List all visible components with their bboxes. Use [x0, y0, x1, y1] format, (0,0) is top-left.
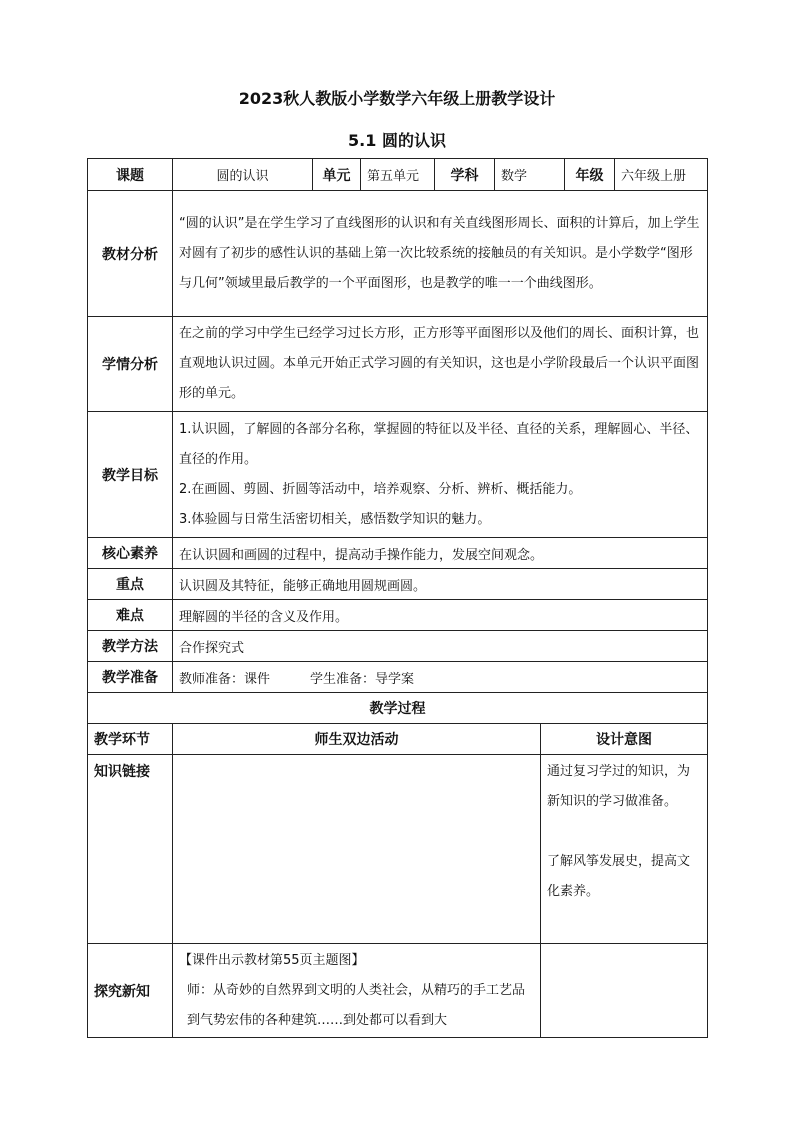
- knowledge-link-activity: [173, 755, 541, 944]
- grade-value: 六年级上册: [615, 159, 708, 191]
- key-point-label: 重点: [88, 569, 173, 600]
- activity-column-header: 师生双边活动: [173, 724, 541, 755]
- stage-column-header: 教学环节: [88, 724, 173, 755]
- core-literacy-text: 在认识圆和画圆的过程中，提高动手操作能力，发展空间观念。: [173, 538, 708, 569]
- student-prep: 学生准备：导学案: [310, 671, 415, 687]
- textbook-analysis-text: “圆的认识”是在学生学习了直线图形的认识和有关直线图形周长、面积的计算后，加上学生对圆有了初步的感性认识的基础上第一次比较系统的接触员的有关知识。是小学数学“图形与几何”领域里最后教学的一个平面图形，也是教学的唯一一个曲线图形。: [173, 191, 708, 317]
- teaching-prep-label: 教学准备: [88, 662, 173, 693]
- explore-line-1: 【课件出示教材第55页主题图】: [179, 953, 365, 968]
- topic-label: 课题: [88, 159, 173, 191]
- difficult-point-label: 难点: [88, 600, 173, 631]
- lesson-title: 5.1 圆的认识: [348, 131, 446, 150]
- student-analysis-text: 在之前的学习中学生已经学习过长方形，正方形等平面图形以及他们的周长、面积计算，也直观地认识过圆。本单元开始正式学习圆的有关知识，这也是小学阶段最后一个认识平面图形的单元。: [173, 317, 708, 412]
- textbook-analysis-label: 教材分析: [88, 191, 173, 317]
- teaching-prep-row: [88, 662, 708, 693]
- core-literacy-label: 核心素养: [88, 538, 173, 569]
- teaching-goals-list: [173, 412, 708, 538]
- student-analysis-row: [88, 317, 708, 412]
- explore-new-label: 探究新知: [88, 944, 173, 1038]
- unit-value: 第五单元: [361, 159, 435, 191]
- topic-value: 圆的认识: [173, 159, 313, 191]
- key-point-text: 认识圆及其特征，能够正确地用圆规画圆。: [173, 569, 708, 600]
- link-intent-2: 了解风筝发展史，提高文化素养。: [547, 854, 691, 899]
- difficult-point-row: [88, 600, 708, 631]
- explore-line-2: 师：从奇妙的自然界到文明的人类社会，从精巧的手工艺品到气势宏伟的各种建筑……到处都可以看到大: [187, 983, 526, 1028]
- knowledge-link-label: 知识链接: [88, 755, 173, 944]
- difficult-point-text: 理解圆的半径的含义及作用。: [173, 600, 708, 631]
- process-heading: 教学过程: [88, 693, 708, 724]
- goal-item-1: 1.认识圆，了解圆的各部分名称，掌握圆的特征以及半径、直径的关系，理解圆心、半径、直径的作用。: [179, 421, 699, 467]
- lesson-plan-table: [87, 158, 708, 1038]
- goal-item-3: 3.体验圆与日常生活密切相关，感悟数学知识的魅力。: [179, 511, 491, 527]
- intent-column-header: 设计意图: [541, 724, 708, 755]
- teaching-method-label: 教学方法: [88, 631, 173, 662]
- process-header-row: [88, 724, 708, 755]
- key-point-row: [88, 569, 708, 600]
- grade-label: 年级: [565, 159, 615, 191]
- explore-new-activity: [173, 944, 541, 1038]
- knowledge-link-intent: [541, 755, 708, 944]
- info-row: [88, 159, 708, 191]
- unit-label: 单元: [313, 159, 361, 191]
- teacher-prep: 教师准备：课件: [179, 671, 271, 687]
- knowledge-link-row: [88, 755, 708, 944]
- teaching-prep-text: [173, 662, 708, 693]
- explore-new-row: [88, 944, 708, 1038]
- teaching-goals-label: 教学目标: [88, 412, 173, 538]
- teaching-goals-row: [88, 412, 708, 538]
- core-literacy-row: [88, 538, 708, 569]
- student-analysis-label: 学情分析: [88, 317, 173, 412]
- goal-item-2: 2.在画圆、剪圆、折圆等活动中，培养观察、分析、辨析、概括能力。: [179, 481, 582, 497]
- link-intent-1: 通过复习学过的知识，为新知识的学习做准备。: [547, 764, 691, 809]
- process-heading-row: [88, 693, 708, 724]
- teaching-method-text: 合作探究式: [173, 631, 708, 662]
- explore-new-intent: [541, 944, 708, 1038]
- document-title: 2023秋人教版小学数学六年级上册教学设计: [238, 89, 556, 108]
- teaching-method-row: [88, 631, 708, 662]
- textbook-analysis-row: [88, 191, 708, 317]
- subject-value: 数学: [495, 159, 565, 191]
- subject-label: 学科: [435, 159, 495, 191]
